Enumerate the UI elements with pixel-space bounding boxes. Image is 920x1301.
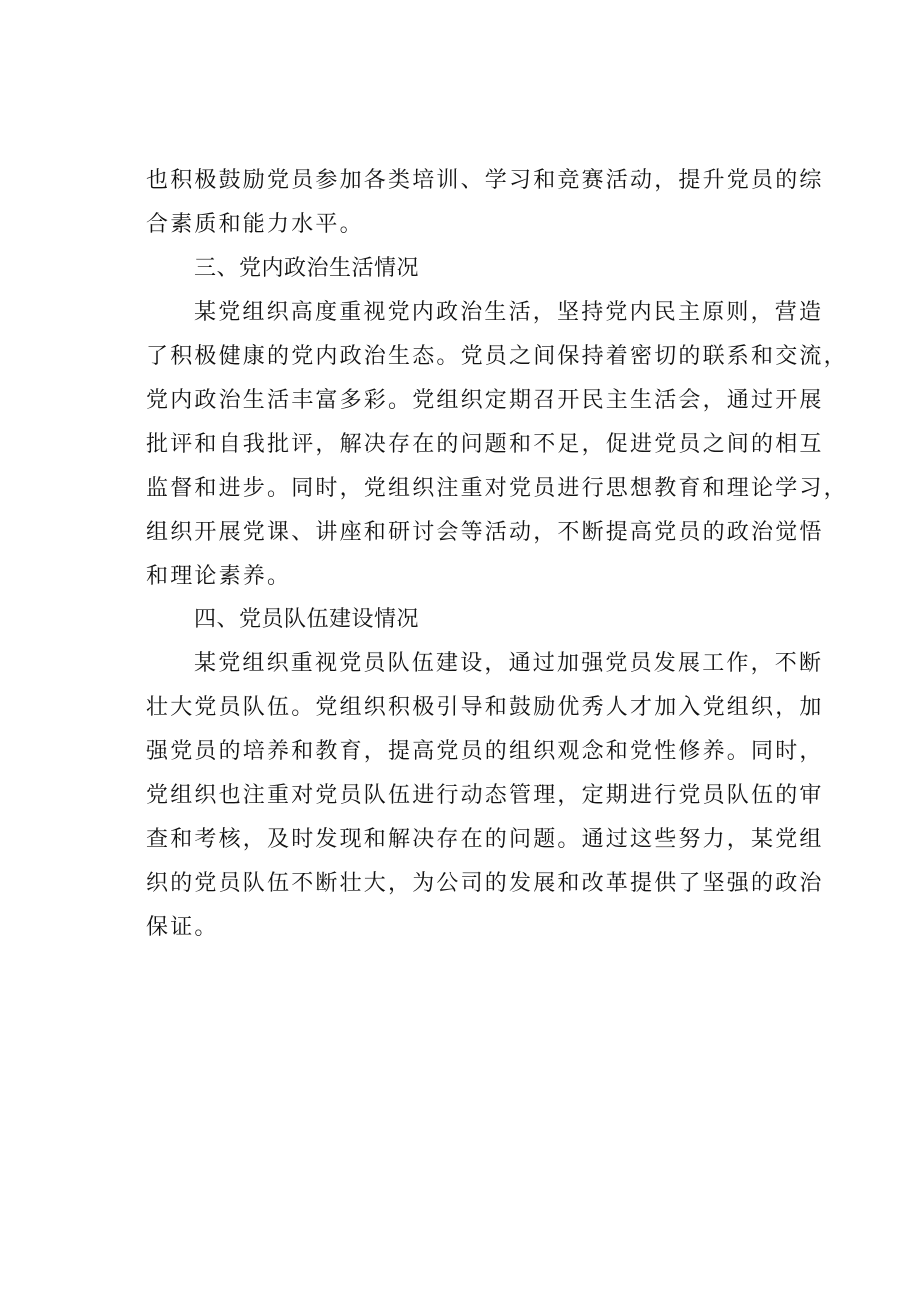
paragraph-line: 组织开展党课、讲座和研讨会等活动，不断提高党员的政治觉悟 xyxy=(146,520,824,545)
paragraph-line: 党组织也注重对党员队伍进行动态管理，定期进行党员队伍的审 xyxy=(146,783,824,808)
paragraph-line: 也积极鼓励党员参加各类培训、学习和竞赛活动，提升党员的综 xyxy=(146,168,824,193)
paragraph-line: 查和考核，及时发现和解决存在的问题。通过这些努力，某党组 xyxy=(146,827,824,852)
paragraph-line: 壮大党员队伍。党组织积极引导和鼓励优秀人才加入党组织，加 xyxy=(146,695,824,720)
paragraph-line: 批评和自我批评，解决存在的问题和不足，促进党员之间的相互 xyxy=(146,432,824,457)
paragraph-line: 了积极健康的党内政治生态。党员之间保持着密切的联系和交流， xyxy=(146,344,848,369)
paragraph-line: 和理论素养。 xyxy=(146,564,292,589)
paragraph-line: 党内政治生活丰富多彩。党组织定期召开民主生活会，通过开展 xyxy=(146,388,824,413)
paragraph-line: 保证。 xyxy=(146,915,219,940)
paragraph-line: 某党组织重视党员队伍建设，通过加强党员发展工作，不断 xyxy=(194,651,824,676)
section-3-heading: 三、党内政治生活情况 xyxy=(194,256,420,281)
paragraph-line: 某党组织高度重视党内政治生活，坚持党内民主原则，营造 xyxy=(194,300,824,325)
section-4-heading: 四、党员队伍建设情况 xyxy=(194,607,420,632)
paragraph-line: 强党员的培养和教育，提高党员的组织观念和党性修养。同时， xyxy=(146,739,824,764)
paragraph-line: 织的党员队伍不断壮大，为公司的发展和改革提供了坚强的政治 xyxy=(146,871,824,896)
paragraph-line: 合素质和能力水平。 xyxy=(146,212,364,237)
section-3-paragraph xyxy=(146,291,848,599)
intro-paragraph xyxy=(146,159,824,247)
section-4-paragraph xyxy=(146,642,824,950)
paragraph-line: 监督和进步。同时，党组织注重对党员进行思想教育和理论学习， xyxy=(146,476,848,501)
